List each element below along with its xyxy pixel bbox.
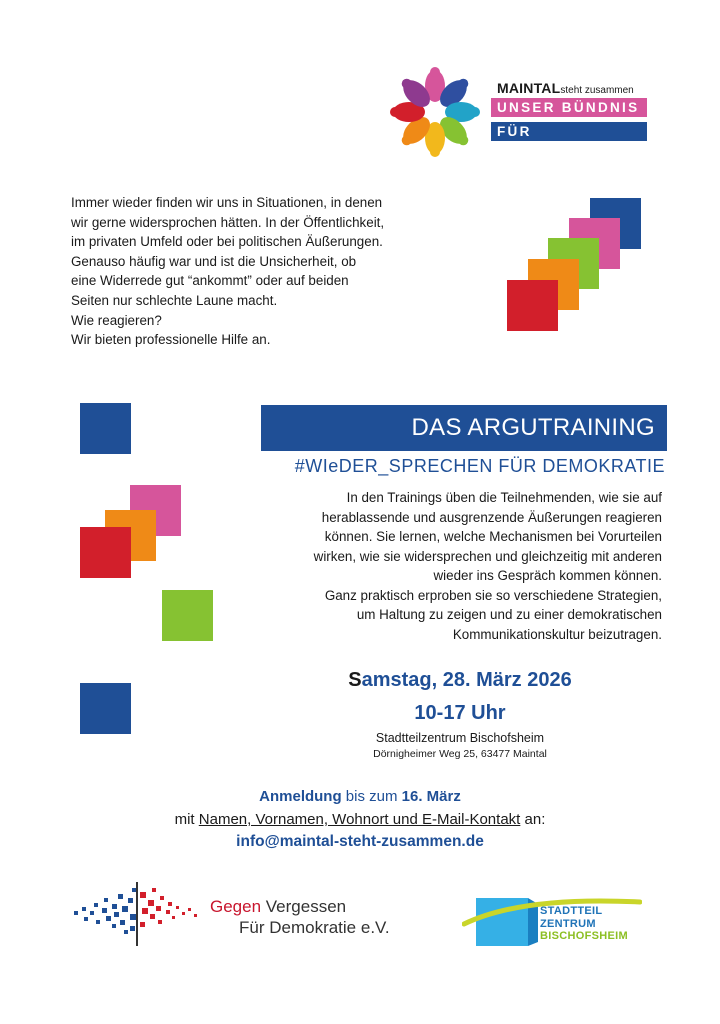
brand-maintal (497, 80, 634, 96)
gegen-vergessen-text (210, 896, 390, 938)
sz-line-2: ZENTRUM (540, 917, 596, 930)
gv-vergessen: Vergessen (261, 897, 347, 916)
intro-line: Immer wieder finden wir uns in Situationen, in denen (71, 195, 383, 210)
description-line: In den Trainings üben die Teilnehmenden, wie sie auf (346, 490, 662, 505)
brand-main: MAINTAL (497, 80, 561, 96)
description-line: können. Sie lernen, welche Mechanismen bei Vorurteilen (324, 529, 662, 544)
event-venue: Stadtteilzentrum Bischofsheim (375, 731, 545, 745)
title-bar (261, 405, 667, 451)
deco-square-green (162, 590, 213, 641)
registration-with-prefix: mit (174, 811, 199, 828)
intro-line: eine Widerrede gut “ankommt” oder auf beiden (71, 273, 349, 289)
description-line: herablassende und ausgrenzende Äußerungen reagieren (321, 509, 662, 525)
registration-email-link[interactable]: info@maintal-steht-zusammen.de (236, 833, 484, 850)
registration-until: bis zum (341, 788, 402, 805)
registration-deadline-date: 16. März (401, 788, 461, 805)
deco-square-red (507, 280, 558, 331)
intro-text (71, 193, 451, 350)
event-time: 10-17 Uhr (414, 702, 506, 724)
gegen-vergessen-logo-icon (72, 880, 202, 950)
intro-line: im privaten Umfeld oder bei politischen Äußerungen. (71, 234, 383, 250)
description-line: Ganz praktisch erproben sie so verschiedene Strategien, (324, 587, 662, 603)
training-title: DAS ARGUTRAINING (411, 414, 655, 441)
description-line: wirken, wie sie widersprechen und gleichzeitig mit anderen (313, 548, 662, 564)
deco-square-blue (80, 683, 131, 734)
description-line: wieder ins Gespräch kommen können. (433, 568, 662, 583)
intro-line: wir gerne widersprochen hätten. In der Öffentlichkeit, (71, 214, 385, 230)
training-subtitle: #WIeDER_SPRECHEN FÜR DEMOKRATIE (294, 456, 665, 476)
intro-line: Genauso häufig war und ist die Unsicherheit, ob (71, 253, 357, 269)
registration-label: Anmeldung (259, 788, 342, 805)
deco-square-red (80, 527, 131, 578)
brand-line-1: UNSER BÜNDNIS (491, 98, 647, 117)
brand-suffix: steht zusammen (560, 85, 634, 96)
maintal-logo-icon (385, 66, 485, 158)
registration-requirements (0, 811, 720, 828)
gv-line-2: Für Demokratie e.V. (239, 918, 390, 937)
intro-line: Wir bieten professionelle Hilfe an. (71, 332, 271, 348)
description-line: um Haltung zu zeigen und zu einer demokratischen (356, 607, 662, 622)
sz-line-1: STADTTEIL (540, 905, 603, 917)
brand-line-2: FÜR DEMOKRATIE (491, 122, 647, 141)
event-date (260, 669, 660, 692)
intro-line: Wie reagieren? (71, 312, 162, 328)
event-address: Dörnigheimer Weg 25, 63477 Maintal (373, 748, 547, 760)
registration-deadline (0, 788, 720, 805)
intro-line: Seiten nur schlechte Laune macht. (71, 292, 278, 308)
registration-required-fields: Namen, Vornamen, Wohnort und E-Mail-Kontakt (198, 811, 521, 828)
description-line: Kommunikationskultur beizutragen. (452, 626, 662, 642)
registration-with-suffix: an: (520, 811, 546, 828)
stadtteilzentrum-text (540, 905, 628, 943)
gv-gegen: Gegen (210, 897, 262, 916)
sz-line-3: BISCHOFSHEIM (540, 930, 628, 942)
event-date-first-letter: S (348, 669, 362, 691)
training-description (242, 488, 662, 644)
deco-square-blue (80, 403, 131, 454)
event-date-rest: amstag, 28. März 2026 (361, 669, 572, 691)
